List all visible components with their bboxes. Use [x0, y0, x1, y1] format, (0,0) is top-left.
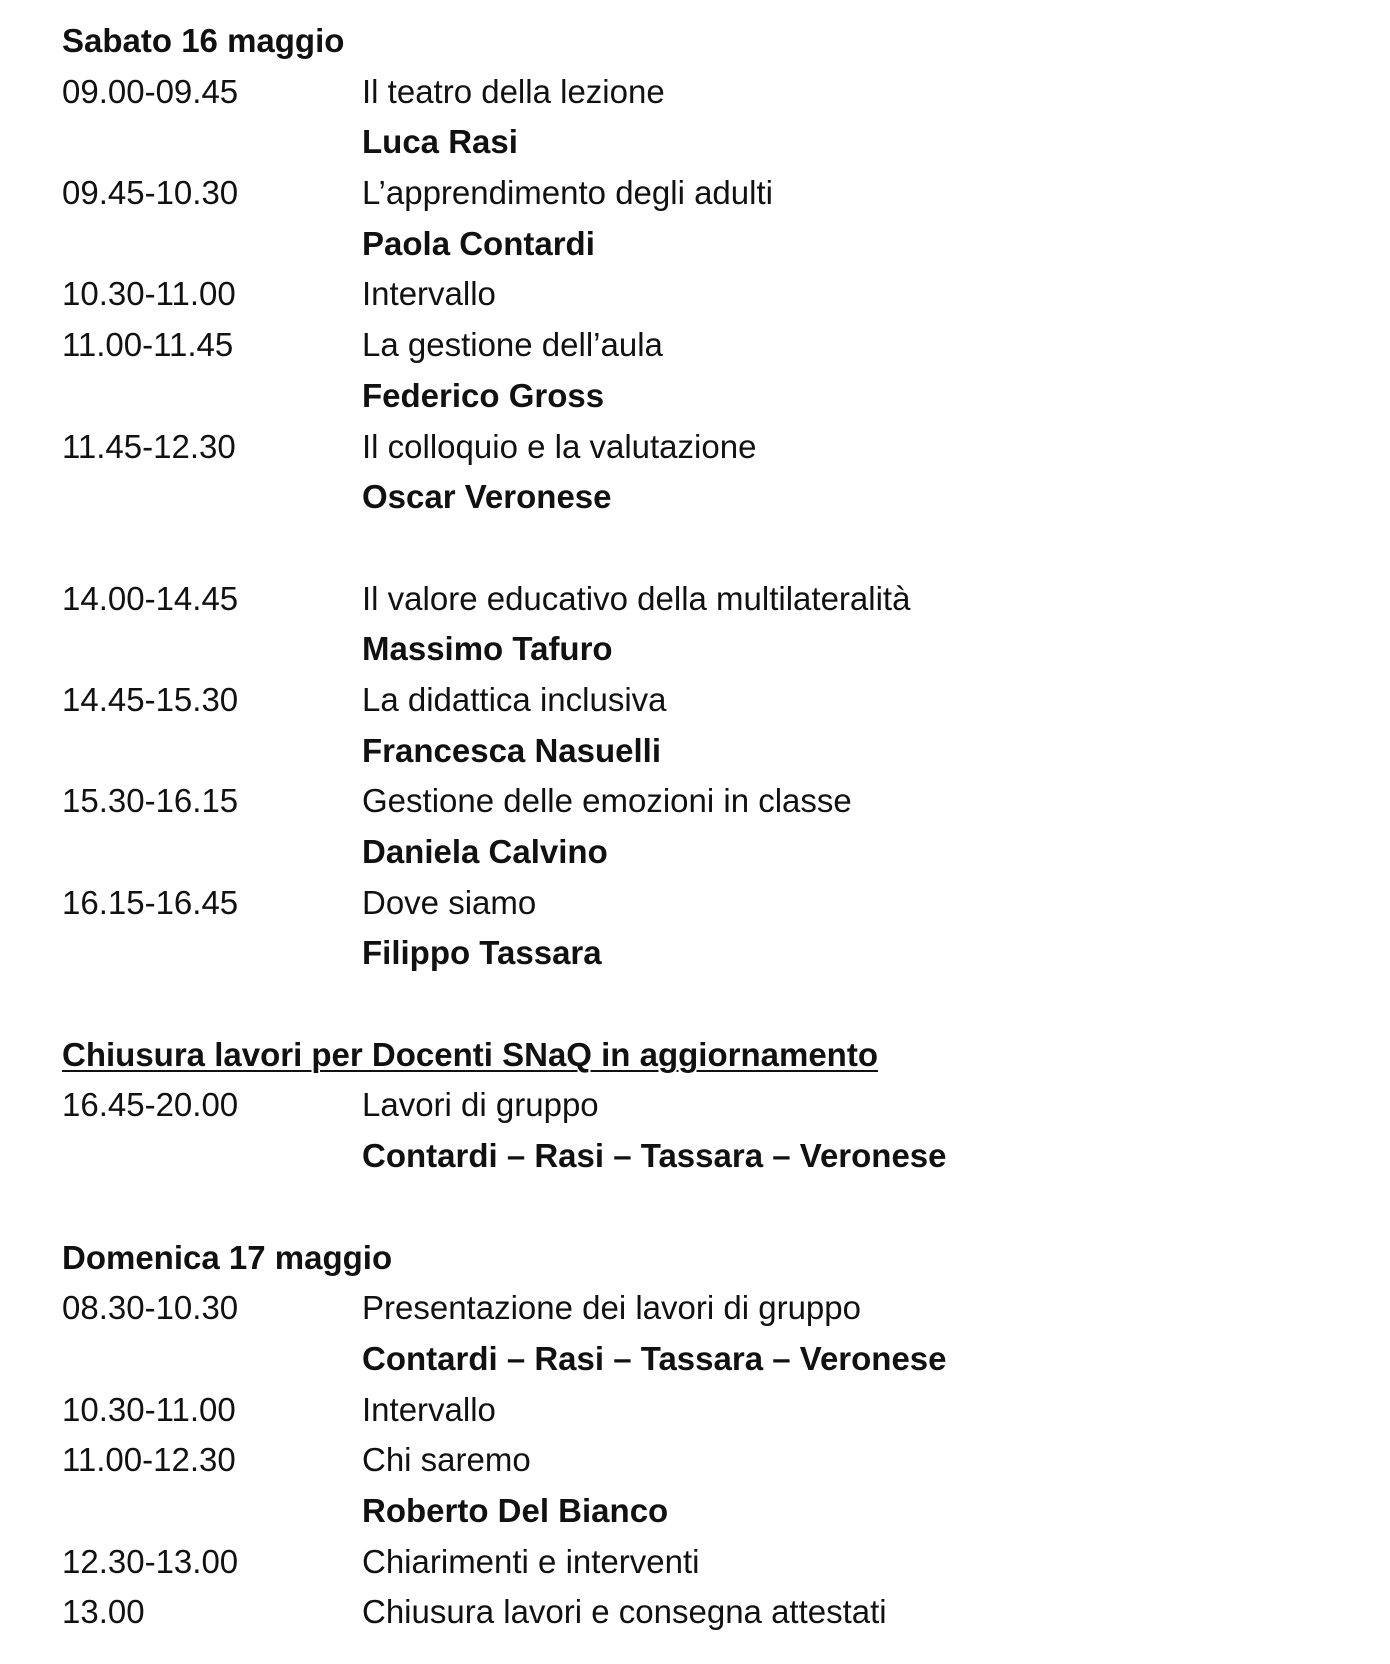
closing-heading-text: Chiusura lavori per Docenti SNaQ in aggiornamento	[62, 1035, 878, 1073]
speaker-row	[62, 219, 878, 270]
schedule-row	[62, 1537, 878, 1588]
speaker-name: Oscar Veronese	[362, 478, 612, 516]
speaker-row	[62, 1486, 878, 1537]
session-title: L’apprendimento degli adulti	[362, 174, 773, 212]
time-slot: 11.00-12.30	[62, 1441, 236, 1479]
schedule-row	[62, 269, 878, 320]
session-title: Chi saremo	[362, 1441, 531, 1479]
schedule-row	[62, 1587, 887, 1638]
schedule-row	[62, 574, 911, 625]
schedule-row	[62, 422, 878, 473]
session-title: Intervallo	[362, 1390, 496, 1428]
schedule-row	[62, 1385, 878, 1436]
time-slot: 10.30-11.00	[62, 275, 236, 313]
time-slot: 13.00	[62, 1593, 145, 1631]
session-title: Presentazione dei lavori di gruppo	[362, 1289, 861, 1327]
speaker-row	[62, 726, 878, 777]
speaker-name: Daniela Calvino	[362, 833, 608, 870]
time-slot: 16.15-16.45	[62, 883, 239, 921]
session-title: Lavori di gruppo	[362, 1086, 599, 1124]
session-title: La gestione dell’aula	[362, 326, 663, 364]
session-title: Il valore educativo della multilateralità	[362, 579, 911, 617]
session-title: Il teatro della lezione	[362, 72, 665, 110]
speaker-name: Filippo Tassara	[362, 934, 602, 972]
schedule-document	[62, 16, 947, 1638]
schedule-row	[62, 168, 878, 219]
speaker-name: Federico Gross	[362, 376, 605, 414]
closing-heading	[62, 1030, 878, 1081]
time-slot: 12.30-13.00	[62, 1542, 239, 1580]
schedule-row	[62, 776, 878, 827]
time-slot: 09.00-09.45	[62, 72, 239, 110]
schedule-row	[62, 1080, 878, 1131]
time-slot: 14.00-14.45	[62, 579, 239, 617]
time-slot: 16.45-20.00	[62, 1086, 239, 1124]
speaker-name: Francesca Nasuelli	[362, 731, 661, 769]
time-slot: 11.45-12.30	[62, 427, 236, 465]
speaker-name: Contardi – Rasi – Tassara – Veronese	[362, 1137, 947, 1175]
session-title: Il colloquio e la valutazione	[362, 427, 757, 465]
session-title: Dove siamo	[362, 883, 537, 921]
time-slot: 15.30-16.15	[62, 782, 239, 820]
session-title: Gestione delle emozioni in classe	[362, 782, 852, 820]
schedule-row	[62, 320, 878, 371]
speaker-name: Luca Rasi	[362, 123, 518, 161]
session-title: Chiusura lavori e consegna attestati	[362, 1593, 887, 1631]
time-slot: 10.30-11.00	[62, 1390, 236, 1428]
spacer	[62, 979, 878, 1030]
speaker-row	[62, 1131, 947, 1182]
session-title: Intervallo	[362, 275, 496, 313]
speaker-row	[62, 371, 878, 422]
session-title: La didattica inclusiva	[362, 680, 667, 718]
schedule-row	[62, 878, 878, 929]
time-slot: 09.45-10.30	[62, 174, 239, 212]
time-slot: 08.30-10.30	[62, 1289, 239, 1327]
time-slot: 14.45-15.30	[62, 680, 239, 718]
speaker-row	[62, 1334, 947, 1385]
speaker-row	[62, 624, 878, 675]
day2-heading: Domenica 17 maggio	[62, 1238, 393, 1276]
speaker-row	[62, 472, 878, 523]
speaker-name: Paola Contardi	[362, 224, 595, 262]
time-slot: 11.00-11.45	[62, 326, 234, 364]
speaker-row	[62, 827, 878, 878]
schedule-row	[62, 67, 878, 118]
speaker-row	[62, 928, 878, 979]
schedule-row	[62, 1283, 878, 1334]
session-title: Chiarimenti e interventi	[362, 1542, 700, 1580]
speaker-name: Massimo Tafuro	[362, 630, 613, 668]
schedule-row	[62, 675, 878, 726]
speaker-name: Roberto Del Bianco	[362, 1491, 669, 1529]
speaker-name: Contardi – Rasi – Tassara – Veronese	[362, 1339, 947, 1377]
day1-heading: Sabato 16 maggio	[62, 22, 345, 59]
speaker-row	[62, 117, 878, 168]
schedule-row	[62, 1435, 878, 1486]
spacer	[62, 1182, 878, 1233]
spacer	[62, 523, 878, 574]
